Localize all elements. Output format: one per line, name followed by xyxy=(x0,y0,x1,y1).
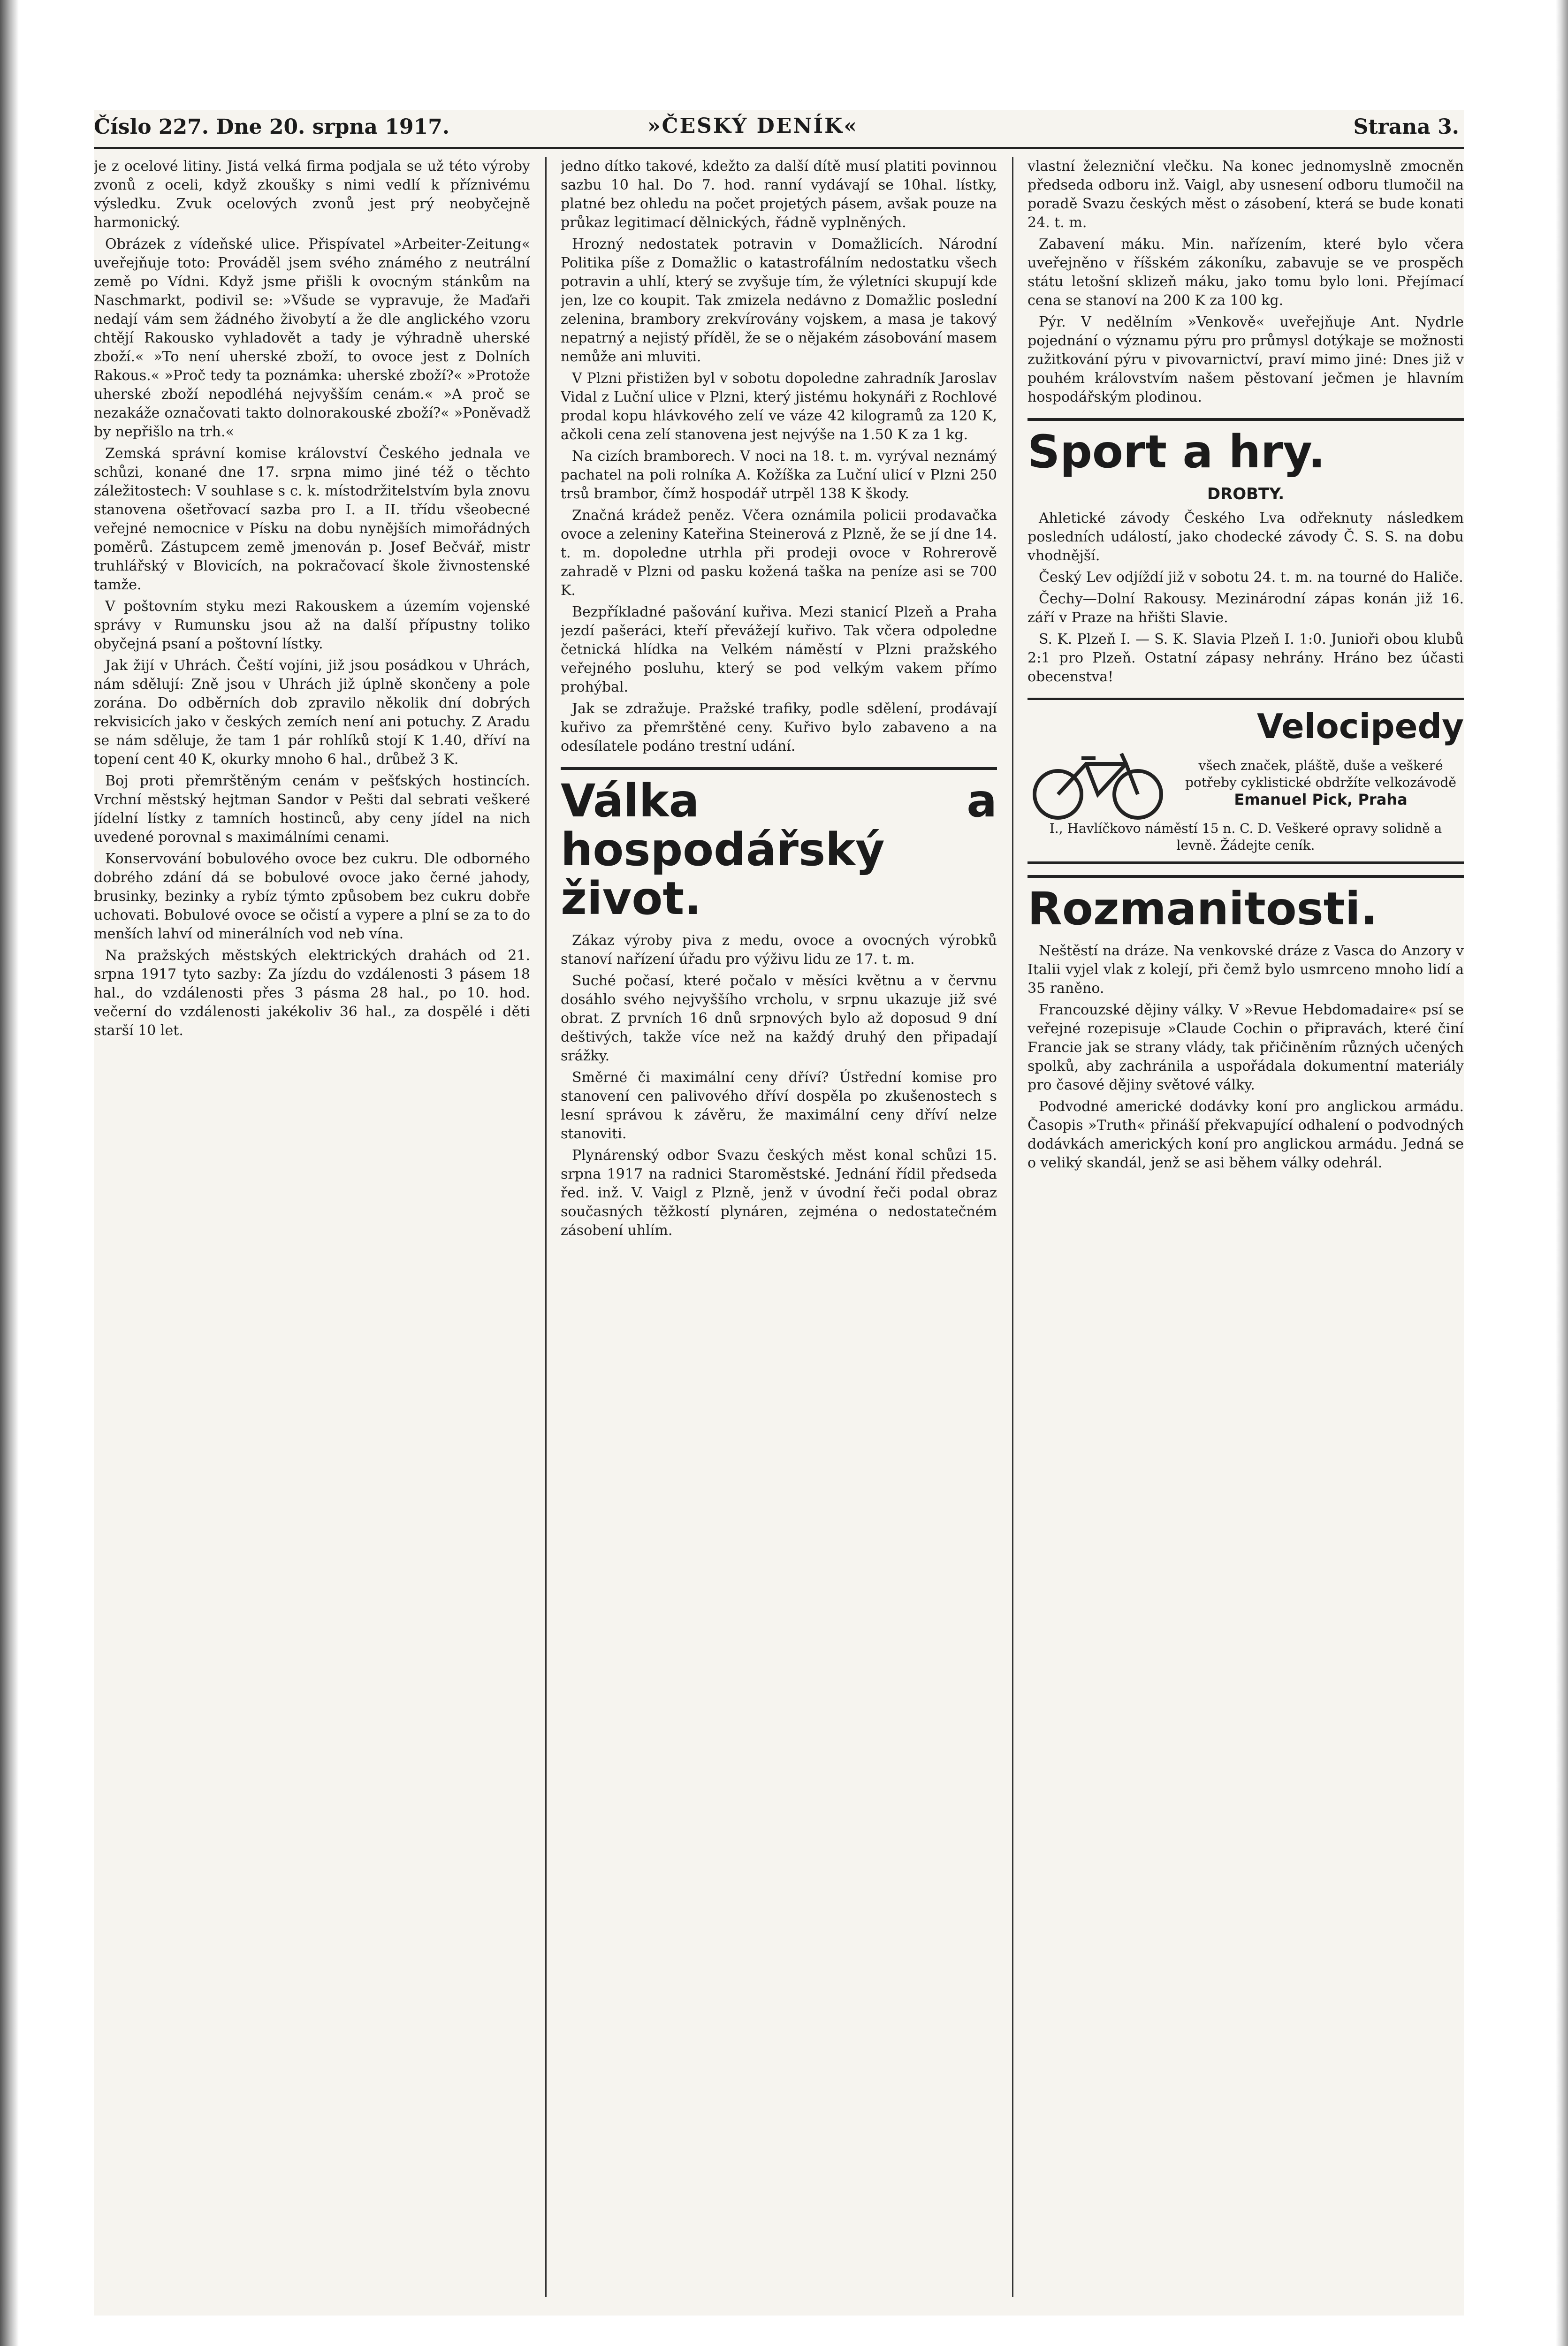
advertisement-velocipedes xyxy=(1028,698,1464,864)
article-paragraph: Pýr. V nedělním »Venkově« uveřejňuje Ant. Nydrle pojednání o významu pýru pro průmysl dotýkaje se možnosti zužitkování pýru v pivovarnictví, praví mimo jiné: Dnes již v pouhém královstvím našem pěstovaní ječmen je hlavním hospodářským plodinou. xyxy=(1028,314,1464,405)
section-heading-war-economy: Válka a hospodářský život. xyxy=(561,767,997,923)
article-paragraph: Na cizích bramborech. V noci na 18. t. m. vyrýval neznámý pachatel na poli rolníka A. Kožíška za Luční ulicí v Plzni 250 trsů brambor, čímž hospodář utrpěl 138 K škody. xyxy=(561,448,997,502)
column-3 xyxy=(1028,157,1464,2297)
ad-description: všech značek, pláště, duše a veškeré potřeby cyklistické obdržíte velkozávodě xyxy=(1185,758,1456,790)
masthead xyxy=(94,110,1464,145)
article-paragraph: Suché počasí, které počalo v měsíci květnu a v červnu dosáhlo svého nejvyššího vrcholu, v srpnu ukazuje již své obrat. Z prvních 16 dnů srpnových bylo až doposud 9 dní deštivých, takže více než na každý druhý den připadají srážky. xyxy=(561,973,997,1064)
article-paragraph: Hrozný nedostatek potravin v Domažlicích. Národní Politika píše z Domažlic o katastrofálním nedostatku všech potravin a uhlí, který se zvyšuje tím, že výletníci skupují kde jen, lze co koupit. Tak zmizela nedávno z Domažlic poslední zelenina, brambory zrekvírovány vojskem, a masa je takový nepatrný a nejistý příděl, že se o nějakém zásobování masem nemůže ani mluviti. xyxy=(561,236,997,365)
article-paragraph: Jak se zdražuje. Pražské trafiky, podle sdělení, prodávají kuřivo za přemrštěné ceny. Kuřivo bylo zabaveno a na odesílatele podáno trestní udání. xyxy=(561,701,997,754)
article-paragraph: Značná krádež peněz. Včera oznámila policii prodavačka ovoce a zeleniny Kateřina Steinerová z Plzně, že se jí dne 14. t. m. dopoledne utrhla při prodeji ovoce v Rohrerově zahradě v Plzni od pasku kožená taška na peníze asi se 700 K. xyxy=(561,507,997,599)
masthead-rule xyxy=(94,147,1464,149)
article-paragraph: Čechy—Dolní Rakousy. Mezinárodní zápas konán již 16. září v Praze na hřišti Slavie. xyxy=(1028,591,1464,626)
article-paragraph: Boj proti přemrštěným cenám v pešťských hostincích. Vrchní městský hejtman Sandor v Pešti dal sebrati veškeré jídelní lístky z tamních hostinců, aby ceny jídel na nich uvedené porovnal s maximálními cenami. xyxy=(94,773,530,845)
article-paragraph: V Plzni přistižen byl v sobotu dopoledne zahradník Jaroslav Vidal z Luční ulice v Plzni, který jistému hokynáři z Rochlové prodal kopu hlávkového zelí ve váze 42 kilogramů za 120 K, ačkoli cena zelí stanovena jest nejvýše na 1.50 K za 1 kg. xyxy=(561,370,997,443)
article-paragraph: vlastní železniční vlečku. Na konec jednomyslně zmocněn předseda odboru inž. Vaigl, aby usnesení odboru tlumočil na poradě Svazu českých měst o zásobení, která se bude konati 24. t. m. xyxy=(1028,158,1464,231)
scan-edge-right xyxy=(1556,0,1568,2346)
article-paragraph: je z ocelové litiny. Jistá velká firma podjala se už této výroby zvonů z oceli, když zkoušky s nimi vedlí k příznivému výsledku. Zvuk ocelových zvonů jest prý neobyčejně harmonický. xyxy=(94,158,530,231)
column-separator xyxy=(545,157,547,2297)
article-paragraph: Zákaz výroby piva z medu, ovoce a ovocných výrobků stanoví nařízení úřadu pro výživu lidu ze 17. t. m. xyxy=(561,932,997,967)
ad-address: I., Havlíčkovo náměstí 15 n. C. D. Veškeré opravy solidně a levně. Žádejte ceník. xyxy=(1049,821,1442,853)
article-paragraph: jedno dítko takové, kdežto za další dítě musí platiti povinnou sazbu 10 hal. Do 7. hod. ranní vydávají se 10hal. lístky, platné bez ohledu na počet projetých pásem, avšak pouze na průkaz legitimací dělnických, řádně vyplněných. xyxy=(561,158,997,231)
ad-firm: Emanuel Pick, Praha xyxy=(1234,791,1408,808)
article-paragraph: Francouzské dějiny války. V »Revue Hebdomadaire« psí se veřejné rozepisuje »Claude Cochin o připravách, které činí Francie jak se strany vlády, tak přičiněním různých učených spolků, aby zachránila a uspořádala dokumentní materiály pro časové dějiny světové války. xyxy=(1028,1002,1464,1093)
ad-title: Velocipedy xyxy=(1257,707,1464,746)
section-subheading: DROBTY. xyxy=(1207,485,1285,503)
article-paragraph: Plynárenský odbor Svazu českých měst konal schůzi 15. srpna 1917 na radnici Staroměstské. Jednání řídil předseda řed. inž. V. Vaigl z Plzně, jenž v úvodní řeči podal obraz současných těžkostí plynáren, zejména o nedostatečném zásobení uhlím. xyxy=(561,1147,997,1239)
column-1 xyxy=(94,157,530,2297)
scan-edge-left xyxy=(0,0,19,2346)
newspaper-title: »ČESKÝ DENÍK« xyxy=(647,114,858,138)
article-paragraph: Obrázek z vídeňské ulice. Přispívatel »Arbeiter-Zeitung« uveřejňuje toto: Prováděl jsem svého známého z neutrální země po Vídni. Když jsme přišli k ovocným stánkům na Naschmarkt, podivil se: »Všude se vypravuje, že Maďaři nedají vám sem žádného živobytí a že dle anglického vzoru chtějí Rakousko vyhladovět a tady je výhradně uherské zboží.« »To není uherské zboží, to ovoce jest z Dolních Rakous.« »Proč tedy ta poznámka: uherské zboží?« »Protože uherské zboží nepodléhá nejvyšším cenám.« »A proč se nezakáže označovati takto dolnorakouské zboží?« »Poněvadž by nepřišlo na trh.« xyxy=(94,236,530,440)
article-paragraph: S. K. Plzeň I. — S. K. Slavia Plzeň I. 1:0. Junioři obou klubů 2:1 pro Plzeň. Ostatní zápasy nehrány. Hráno bez účasti obecenstva! xyxy=(1028,631,1464,685)
article-paragraph: Bezpříkladné pašování kuřiva. Mezi stanicí Plzeň a Praha jezdí pašeráci, kteří převážejí kuřivo. Tak včera odpoledne četnická hlídka na Velkém náměstí v Plzni pražského veřejného posluhu, který se pod velkým vakem přímo prohýbal. xyxy=(561,604,997,695)
article-paragraph: Konservování bobulového ovoce bez cukru. Dle odborného dobrého zdání dá se bobulové ovoce jako černé jahody, brusinky, bezinky a rybíz týmto způsobem bez cukru dobře uchovati. Bobulové ovoce se očistí a vypere a plní se za to do menších lahví od minerálních vod neb vína. xyxy=(94,851,530,942)
bicycle-icon xyxy=(1028,745,1168,820)
section-heading-miscellany: Rozmanitosti. xyxy=(1028,875,1464,933)
section-heading-sport: Sport a hry. xyxy=(1028,418,1464,476)
column-separator xyxy=(1012,157,1013,2297)
article-paragraph: Neštěstí na dráze. Na venkovské dráze z Vasca do Anzory v Italii vyjel vlak z kolejí, při čemž bylo usmrceno mnoho lidí a 35 raněno. xyxy=(1028,943,1464,997)
article-paragraph: Ahletické závody Českého Lva odřeknuty následkem posledních událostí, jako chodecké závody Č. S. S. na dobu vhodnější. xyxy=(1028,510,1464,564)
issue-date: Číslo 227. Dne 20. srpna 1917. xyxy=(94,115,450,139)
article-paragraph: V poštovním styku mezi Rakouskem a územím vojenské správy v Rumunsku jsou až na další přípustny toliko obyčejná psaní a poštovní lístky. xyxy=(94,598,530,652)
article-paragraph: Zemská správní komise království Českého jednala ve schůzi, konané dne 17. srpna mimo jiné též o těchto záležitostech: V souhlase s c. k. místodržitelstvím byla znovu stanovena ošetřovací sazba pro I. a II. třídu všeobecné veřejné nemocnice v Písku na dobu nynějších mimořádných poměrů. Zástupcem země jmenován p. Josef Bečvář, mistr truhlářský v Blovicích, na pokračovací škole živnostenské tamže. xyxy=(94,445,530,593)
article-paragraph: Zabavení máku. Min. nařízením, které bylo včera uveřejněno v říšském zákoníku, zabavuje se ve prospěch státu letošní sklizeň máku, jako tomu bylo loni. Přejímací cena se stanoví na 200 K za 100 kg. xyxy=(1028,236,1464,309)
column-2 xyxy=(561,157,997,2297)
article-paragraph: Jak žijí v Uhrách. Čeští vojíni, již jsou posádkou v Uhrách, nám sdělují: Zně jsou v Uhrách již úplně skončeny a pole zorána. Do odběrních dob zpravilo několik dní dobrých rekvisicích jako v českých zemích není ani potuchy. Z Aradu se nám sděluje, že tam 1 pár rohlíků stojí K 1.40, dříví na topení cent 40 K, okurky mnoho 6 hal., drůbež 3 K. xyxy=(94,657,530,768)
article-paragraph: Český Lev odjíždí již v sobotu 24. t. m. na tourné do Haliče. xyxy=(1039,569,1463,586)
newspaper-page xyxy=(94,110,1464,2316)
article-paragraph: Směrné či maximální ceny dříví? Ústřední komise pro stanovení cen palivového dříví dospěla po zkušenostech s lesní správou k závěru, že maximální ceny dříví nelze stanoviti. xyxy=(561,1069,997,1142)
page-number: Strana 3. xyxy=(1353,115,1459,139)
article-paragraph: Na pražských městských elektrických drahách od 21. srpna 1917 tyto sazby: Za jízdu do vzdálenosti 3 pásem 18 hal., do vzdálenosti přes 3 pásma 28 hal., po 10. hod. večerní do vzdálenosti jakékoliv 36 hal., za dospělé i děti starší 10 let. xyxy=(94,947,530,1039)
article-paragraph: Podvodné americké dodávky koní pro anglickou armádu. Časopis »Truth« přináší překvapující odhalení o podvodných dodávkách amerických koní pro anglickou armádu. Jedná se o veliký skandál, jenž se asi během války odehrál. xyxy=(1028,1098,1464,1171)
ad-text xyxy=(1178,757,1464,808)
